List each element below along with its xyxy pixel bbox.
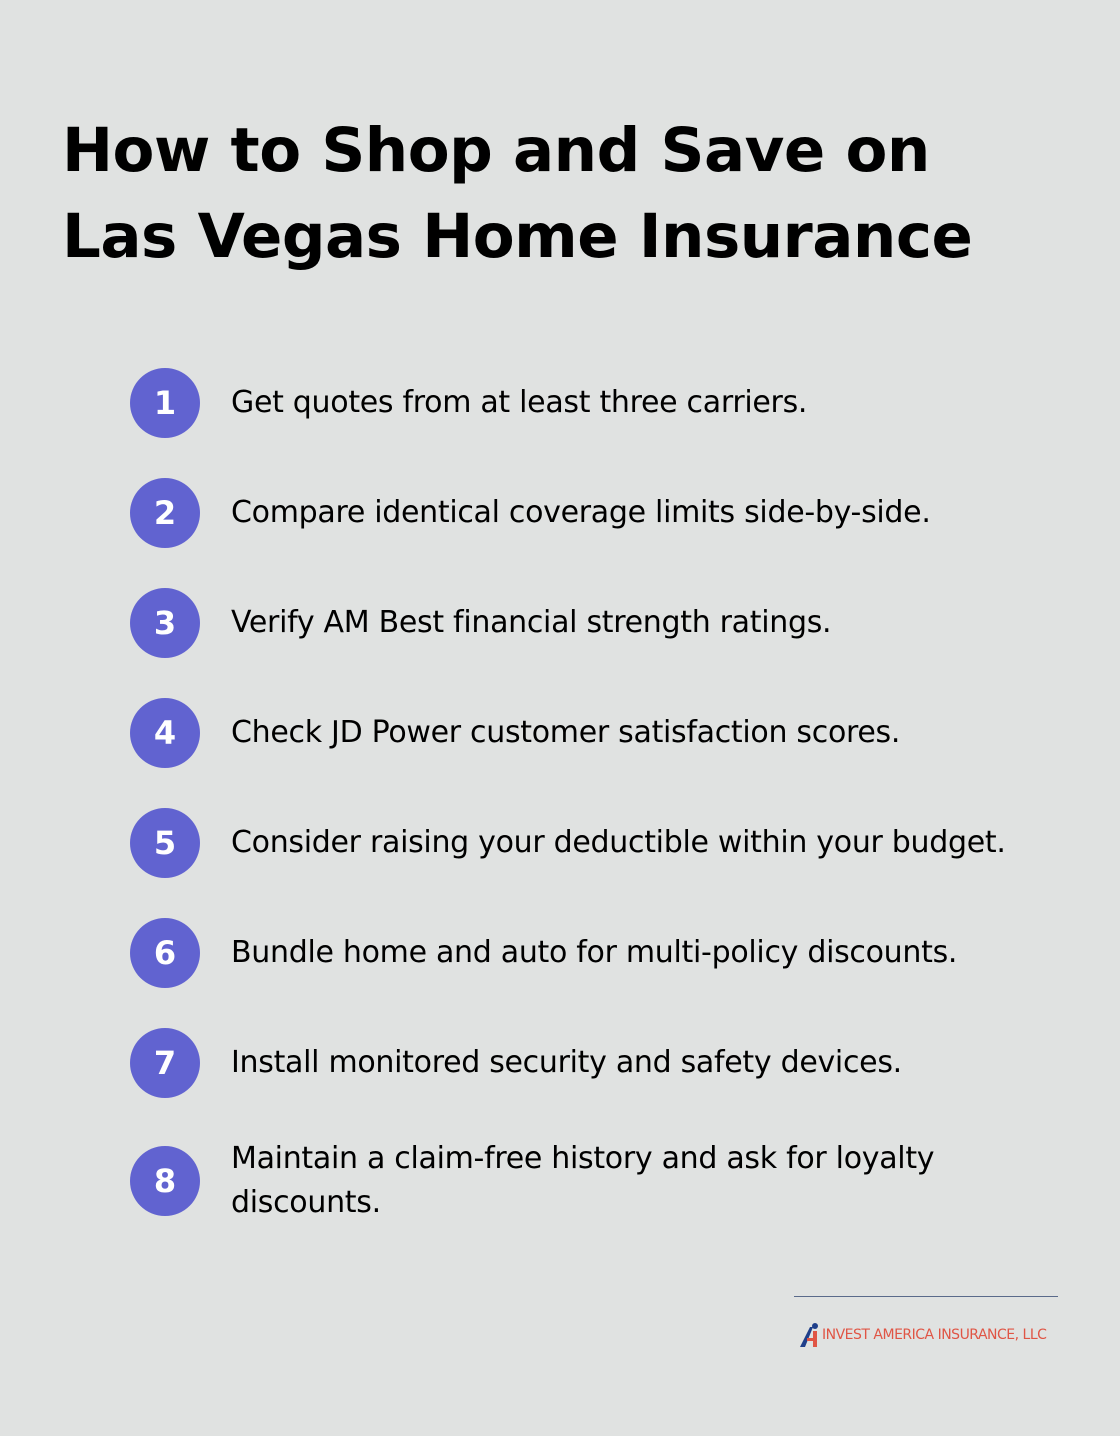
step-number-badge: 7: [130, 1028, 200, 1098]
list-item: [130, 918, 1060, 988]
step-text: Get quotes from at least three carriers.: [231, 385, 808, 420]
step-text: Check JD Power customer satisfaction scores.: [231, 715, 901, 750]
step-text: Consider raising your deductible within your budget.: [231, 825, 1006, 860]
step-text: Install monitored security and safety devices.: [231, 1045, 902, 1080]
list-item: [130, 1028, 1060, 1098]
step-number-badge: 6: [130, 918, 200, 988]
company-name: INVEST AMERICA INSURANCE, LLC: [822, 1327, 1047, 1343]
company-logo: [798, 1320, 1046, 1350]
list-item: [130, 588, 1060, 658]
footer-divider: [794, 1296, 1058, 1297]
ai-monogram-icon: [798, 1321, 822, 1349]
step-number-badge: 4: [130, 698, 200, 768]
list-item: [130, 368, 1060, 438]
list-item: [130, 808, 1060, 878]
list-item: [130, 698, 1060, 768]
page-title: How to Shop and Save on Las Vegas Home Insurance: [62, 115, 973, 272]
list-item: [130, 478, 1060, 548]
list-item: [130, 1141, 1060, 1220]
step-number-badge: 2: [130, 478, 200, 548]
step-text: Verify AM Best financial strength ratings.: [231, 605, 832, 640]
step-number-badge: 1: [130, 368, 200, 438]
step-number-badge: 5: [130, 808, 200, 878]
step-text: Compare identical coverage limits side-by-side.: [231, 495, 931, 530]
step-text: Bundle home and auto for multi-policy discounts.: [231, 935, 958, 970]
step-text: Maintain a claim-free history and ask for loyalty discounts.: [231, 1141, 935, 1220]
step-number-badge: 8: [130, 1146, 200, 1216]
step-number-badge: 3: [130, 588, 200, 658]
